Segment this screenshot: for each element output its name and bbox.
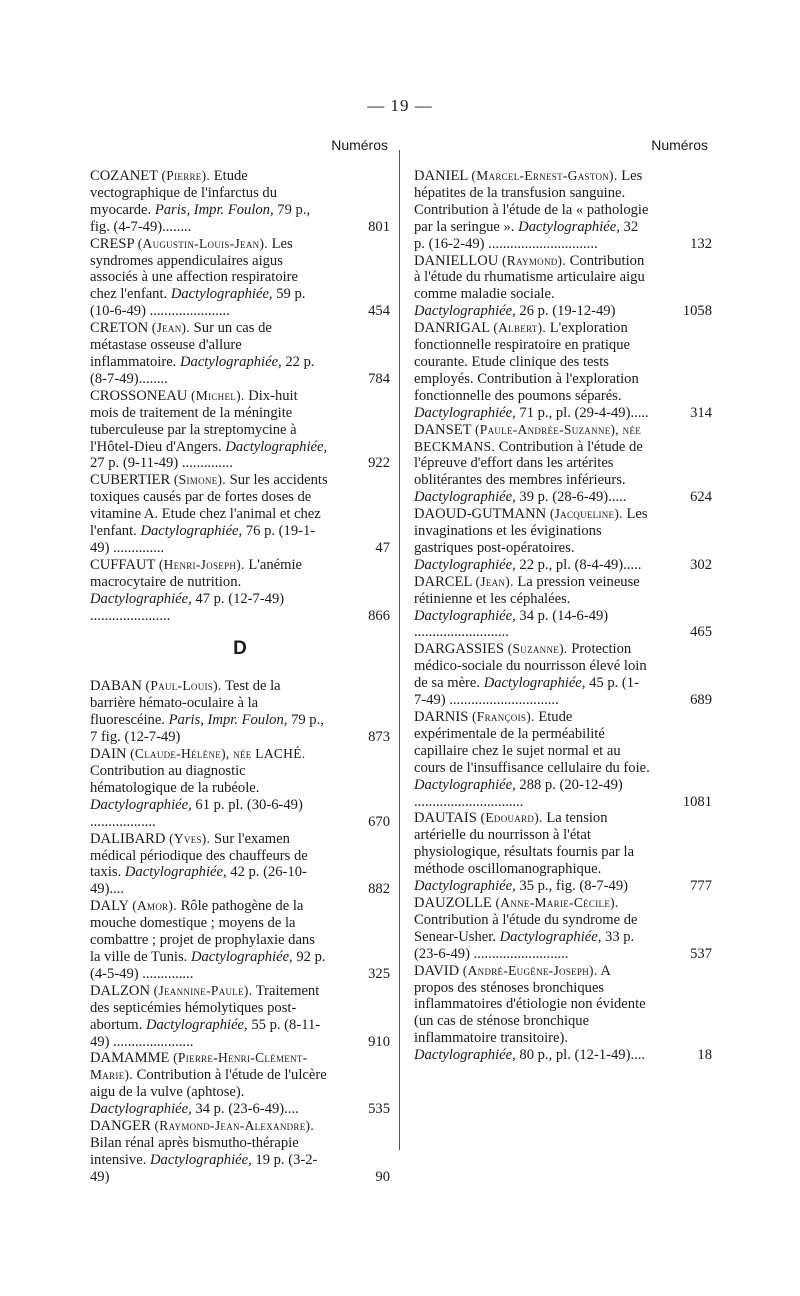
entry-author-name: DARNIS — [414, 709, 469, 725]
entry-number: 90 — [375, 1168, 390, 1185]
entry-number: 537 — [690, 945, 712, 962]
entry-given-names: (Simone). — [173, 472, 226, 488]
entry-number: 454 — [368, 303, 390, 320]
entry-title: Etude expérimentale de la perméabilité capillaire chez le sujet normal et au cours de l'insuffisance cellulaire du foie. — [414, 709, 650, 776]
index-entry — [90, 1050, 390, 1118]
entry-body — [414, 506, 712, 574]
entry-given-names: (Amor). — [132, 898, 177, 914]
entry-author-name: CRETON — [90, 320, 149, 337]
entry-publication: Dactylographiée, — [518, 218, 620, 235]
entry-details: 79 p., 7 fig. (12-7-49) — [90, 712, 324, 746]
entry-details: 55 p. (8-11-49) ...................... — [90, 1016, 321, 1050]
entry-publication: Paris, Impr. Foulon, — [154, 201, 274, 218]
entry-publication: Dactylographiée, — [190, 948, 293, 965]
entry-body — [90, 678, 390, 746]
entry-body — [414, 641, 712, 709]
entry-number: 47 — [375, 539, 390, 556]
entry-publication: Dactylographiée, — [414, 556, 516, 573]
entry-title: Sur un cas de métastase osseuse d'allure inflammatoire. — [90, 320, 272, 370]
entry-title: Contribution au diagnostic hématologique de la rubéole. — [90, 763, 260, 796]
index-entry — [414, 506, 712, 574]
entry-body — [414, 253, 712, 321]
entry-details: 34 p. (23-6-49).... — [195, 1101, 299, 1118]
entry-given-names: (André-Eugène-Joseph). — [462, 962, 598, 978]
entry-given-names: (Yves). — [169, 830, 211, 846]
entry-author-name: DAOUD-GUTMANN — [414, 506, 547, 523]
entry-body — [90, 983, 390, 1051]
entry-given-names: (Henri-Joseph). — [158, 556, 245, 572]
entry-author-name: DALY — [90, 898, 129, 915]
entry-number: 882 — [368, 881, 390, 898]
entry-given-names: (Jeannine-Paule). — [153, 982, 253, 998]
entry-author-name: DAMAMME — [90, 1050, 170, 1067]
entry-publication: Dactylographiée, — [140, 523, 243, 540]
entry-details: 27 p. (9-11-49) .............. — [90, 455, 233, 472]
entry-given-names: (Albert). — [493, 320, 547, 336]
entry-title: Dix-huit mois de traitement de la méningite tuberculeuse par la streptomycine à l'Hôtel-Dieu d'Angers. — [90, 387, 298, 455]
entry-author-name: DALIBARD — [90, 830, 166, 847]
entry-number: 1058 — [682, 303, 712, 320]
entry-title: La tension artérielle du nourrisson à l'état physiologique, résultats fournis par la méthode oscillomanographique. — [414, 810, 635, 878]
entry-author-name: DAIN — [90, 746, 127, 763]
entry-body — [90, 746, 390, 831]
entry-details: 71 p., pl. (29-4-49)..... — [519, 404, 649, 421]
entry-body — [414, 574, 712, 642]
index-entry — [90, 557, 390, 625]
left-column — [90, 168, 390, 1186]
entry-author-name: DANRIGAL — [414, 320, 490, 337]
entry-body — [90, 168, 390, 236]
entry-title: Test de la barrière hémato-oculaire à la fluorescéine. — [90, 678, 281, 729]
entry-author-name: DALZON — [90, 982, 150, 999]
entry-details: 80 p., pl. (12-1-49).... — [519, 1047, 646, 1064]
entry-author-name: DANIELLOU — [414, 252, 499, 269]
entry-title: L'anémie macrocytaire de nutrition. — [90, 556, 303, 590]
entry-publication: Dactylographiée, — [483, 675, 586, 692]
entry-details: 35 p., fig. (8-7-49) — [519, 878, 629, 895]
entry-number: 132 — [690, 235, 712, 252]
entry-number: 314 — [690, 404, 712, 421]
entry-title: Les hépatites de la transfusion sanguine. Contribution à l'étude de la « pathologie par la seringue ». — [414, 168, 649, 235]
entry-details: 76 p. (19-1-49) .............. — [90, 523, 316, 556]
right-column — [414, 168, 712, 1064]
column-header-numeros-right: Numéros — [651, 137, 708, 153]
entry-number: 670 — [368, 813, 390, 830]
entry-author-name: DANIEL — [414, 168, 468, 184]
right-entries — [414, 168, 712, 1064]
entry-publication: Dactylographiée, — [414, 776, 516, 793]
entry-given-names: (Edouard). — [480, 810, 543, 826]
entry-body — [90, 557, 390, 625]
entry-details: 288 p. (20-12-49) .............................. — [414, 776, 623, 810]
entry-number: 777 — [690, 878, 712, 895]
entry-title: Rôle pathogène de la mouche domestique ; moyens de la combattre ; projet de prophylaxie dans la ville de Tunis. — [90, 898, 315, 965]
entry-publication: Dactylographiée, — [90, 1101, 192, 1118]
index-entry — [414, 895, 712, 963]
entry-details: 79 p., fig. (4-7-49)........ — [90, 201, 311, 235]
entry-details: 59 p. (10-6-49) ...................... — [90, 286, 306, 320]
entry-title: Etude vectographique de l'infarctus du myocarde. — [90, 168, 278, 218]
entry-given-names: (Augustin-Louis-Jean). — [137, 235, 268, 251]
index-entry — [90, 168, 390, 236]
entry-publication: Dactylographiée, — [225, 438, 328, 455]
entry-author-name: DANGER — [90, 1118, 151, 1135]
entry-given-names: (Michel). — [190, 387, 245, 403]
entry-details: 32 p. (16-2-49) .............................. — [414, 218, 639, 252]
entry-given-names: (Jean). — [475, 573, 514, 589]
entry-number: 784 — [368, 370, 390, 387]
entry-publication: Dactylographiée, — [170, 286, 273, 303]
entry-number: 689 — [690, 692, 712, 709]
entry-number: 535 — [368, 1101, 390, 1118]
entry-number: 922 — [368, 455, 390, 472]
index-entry — [90, 983, 390, 1051]
column-header-numeros-left: Numéros — [331, 137, 388, 153]
entry-given-names: (François). — [471, 709, 535, 724]
index-entry — [414, 574, 712, 642]
index-entry — [90, 236, 390, 321]
entry-details: 47 p. (12-7-49) ...................... — [90, 590, 285, 624]
left-entries — [90, 168, 390, 624]
entry-details: 42 p. (26-10-49).... — [90, 864, 307, 898]
entry-body — [414, 320, 712, 421]
entry-details: 22 p., pl. (8-4-49)..... — [519, 556, 642, 573]
entry-number: 302 — [690, 556, 712, 573]
index-entry — [90, 831, 390, 899]
entry-given-names: (Pierre). — [161, 168, 211, 183]
entry-number: 873 — [368, 729, 390, 746]
entry-title: La pression veineuse rétinienne et les céphalées. — [414, 573, 640, 607]
entry-number: 866 — [368, 607, 390, 624]
entry-author-name: DAUTAIS — [414, 810, 477, 827]
entry-body — [414, 895, 712, 963]
index-entry — [414, 253, 712, 321]
index-entry — [90, 472, 390, 557]
entry-body — [414, 810, 712, 895]
entry-body — [414, 422, 712, 507]
entry-details: 22 p. (8-7-49)........ — [90, 353, 315, 387]
section-letter-d: D — [233, 638, 247, 660]
index-entry — [90, 1118, 390, 1186]
index-entry — [414, 641, 712, 709]
entry-title: Les syndromes appendiculaires aigus associés à une affection respiratoire chez l'enfant. — [90, 235, 299, 303]
entry-details: 19 p. (3-2-49) — [90, 1151, 318, 1185]
entry-given-names: (Pierre-Henri-Clément-Marie). — [90, 1050, 308, 1083]
page-number: — 19 — — [367, 96, 433, 115]
entry-given-names: (Raymond). — [501, 252, 567, 268]
entry-details: 92 p. (4-5-49) .............. — [90, 948, 326, 982]
entry-details: 45 p. (1-7-49) .............................. — [414, 675, 639, 709]
entry-number: 1081 — [682, 793, 712, 810]
entry-publication: Dactylographiée, — [414, 303, 516, 320]
index-entry — [90, 898, 390, 983]
entry-given-names: (Claude-Hélène), née LACHÉ. — [130, 746, 306, 762]
entry-given-names: (Jacqueline). — [549, 506, 623, 522]
entry-publication: Dactylographiée, — [414, 489, 516, 506]
entry-title: Sur l'examen médical périodique des chauffeurs de taxis. — [90, 830, 308, 881]
entry-details: 34 p. (14-6-49) .......................... — [414, 607, 609, 641]
entry-details: 61 p. pl. (30-6-49) .................. — [90, 796, 303, 830]
index-entry — [414, 709, 712, 810]
entry-details: 39 p. (28-6-49)..... — [519, 489, 627, 506]
entry-number: 624 — [690, 489, 712, 506]
entry-given-names: (Raymond-Jean-Alexandre). — [154, 1118, 314, 1134]
entry-body — [90, 472, 390, 557]
entry-author-name: DABAN — [90, 678, 142, 695]
entry-publication: Dactylographiée, — [499, 928, 602, 945]
index-entry — [90, 388, 390, 473]
entry-author-name: DAUZOLLE — [414, 894, 492, 911]
entry-publication: Dactylographiée, — [145, 1016, 248, 1033]
entry-number: 325 — [368, 965, 390, 982]
entry-publication: Dactylographiée, — [150, 1151, 252, 1168]
entry-title: Contribution à l'étude de l'épreuve d'effort dans les artérites oblitérantes des membres inférieurs. — [414, 438, 643, 489]
entry-title: Contribution à l'étude du rhumatisme articulaire aigu comme maladie sociale. — [414, 252, 645, 303]
entry-title: Traitement des septicémies hémolytiques post-abortum. — [90, 982, 320, 1033]
entry-title: A propos des sténoses bronchiques inflammatoires d'étiologie non évidente (un cas de sténose bronchique inflammatoire transitoire). — [414, 962, 646, 1047]
entry-title: Sur les accidents toxiques causés par de fortes doses de vitamine A. Etude chez l'animal et chez l'enfant. — [90, 472, 328, 540]
entry-publication: Dactylographiée, — [90, 796, 192, 813]
entry-author-name: CROSSONEAU — [90, 387, 188, 404]
entry-details: 26 p. (19-12-49) — [519, 303, 616, 320]
entry-author-name: CUFFAUT — [90, 556, 156, 573]
entry-body — [90, 236, 390, 321]
entry-body — [90, 831, 390, 899]
entry-body — [414, 709, 712, 810]
entry-publication: Dactylographiée, — [414, 607, 516, 624]
entry-title: Protection médico-sociale du nourrisson élevé loin de sa mère. — [414, 641, 647, 692]
entry-given-names: (Jean). — [151, 320, 190, 336]
entry-author-name: COZANET — [90, 168, 158, 184]
entry-body — [90, 1050, 390, 1118]
entry-author-name: DANSET — [414, 421, 472, 438]
entry-publication: Dactylographiée, — [179, 353, 282, 370]
entry-body — [90, 1118, 390, 1186]
entry-title: L'exploration fonctionnelle respiratoire en pratique courante. Etude clinique des tests employés. Contribution à l'exploration fonctionnelle des poumons séparés. — [414, 320, 639, 404]
entry-body — [90, 898, 390, 983]
entry-title: Contribution à l'étude du syndrome de Senear-Usher. — [414, 911, 638, 945]
entry-author-name: CUBERTIER — [90, 472, 171, 489]
left-d-entries — [90, 678, 390, 1185]
entry-author-name: DARCEL — [414, 573, 472, 590]
index-entry — [90, 320, 390, 388]
entry-title: Bilan rénal après bismutho-thérapie intensive. — [90, 1134, 299, 1168]
index-entry — [414, 422, 712, 507]
index-entry — [414, 963, 712, 1064]
entry-given-names: (Anne-Marie-Cécile). — [495, 894, 619, 910]
entry-number: 910 — [368, 1033, 390, 1050]
entry-number: 18 — [697, 1047, 712, 1064]
entry-title: Les invaginations et les éviginations gastriques post-opératoires. — [414, 506, 648, 556]
entry-publication: Dactylographiée, — [124, 864, 227, 881]
entry-author-name: CRESP — [90, 235, 135, 252]
entry-body — [414, 168, 712, 253]
entry-publication: Dactylographiée, — [90, 590, 192, 607]
index-entry — [90, 678, 390, 746]
index-entry — [414, 168, 712, 253]
entry-number: 465 — [690, 624, 712, 641]
entry-body — [90, 320, 390, 388]
index-entry — [90, 746, 390, 831]
entry-title: Contribution à l'étude de l'ulcère aigu de la vulve (aphtose). — [90, 1067, 327, 1101]
entry-body — [414, 963, 712, 1064]
entry-body — [90, 388, 390, 473]
entry-author-name: DAVID — [414, 962, 460, 979]
entry-details: 33 p. (23-6-49) .......................... — [414, 928, 635, 962]
entry-publication: Paris, Impr. Foulon, — [168, 712, 288, 729]
entry-publication: Dactylographiée, — [414, 1047, 516, 1064]
column-divider — [399, 150, 400, 1150]
entry-given-names: (Paule-Andrée-Suzanne), née BECKMANS. — [414, 421, 642, 454]
entry-publication: Dactylographiée, — [414, 404, 516, 421]
entry-given-names: (Paul-Louis). — [145, 678, 222, 694]
entry-publication: Dactylographiée, — [414, 878, 516, 895]
entry-given-names: (Marcel-Ernest-Gaston). — [471, 168, 618, 183]
entry-author-name: DARGASSIES — [414, 641, 505, 658]
index-entry — [414, 810, 712, 895]
entry-number: 801 — [368, 218, 390, 235]
index-entry — [414, 320, 712, 421]
entry-given-names: (Suzanne). — [507, 641, 568, 657]
